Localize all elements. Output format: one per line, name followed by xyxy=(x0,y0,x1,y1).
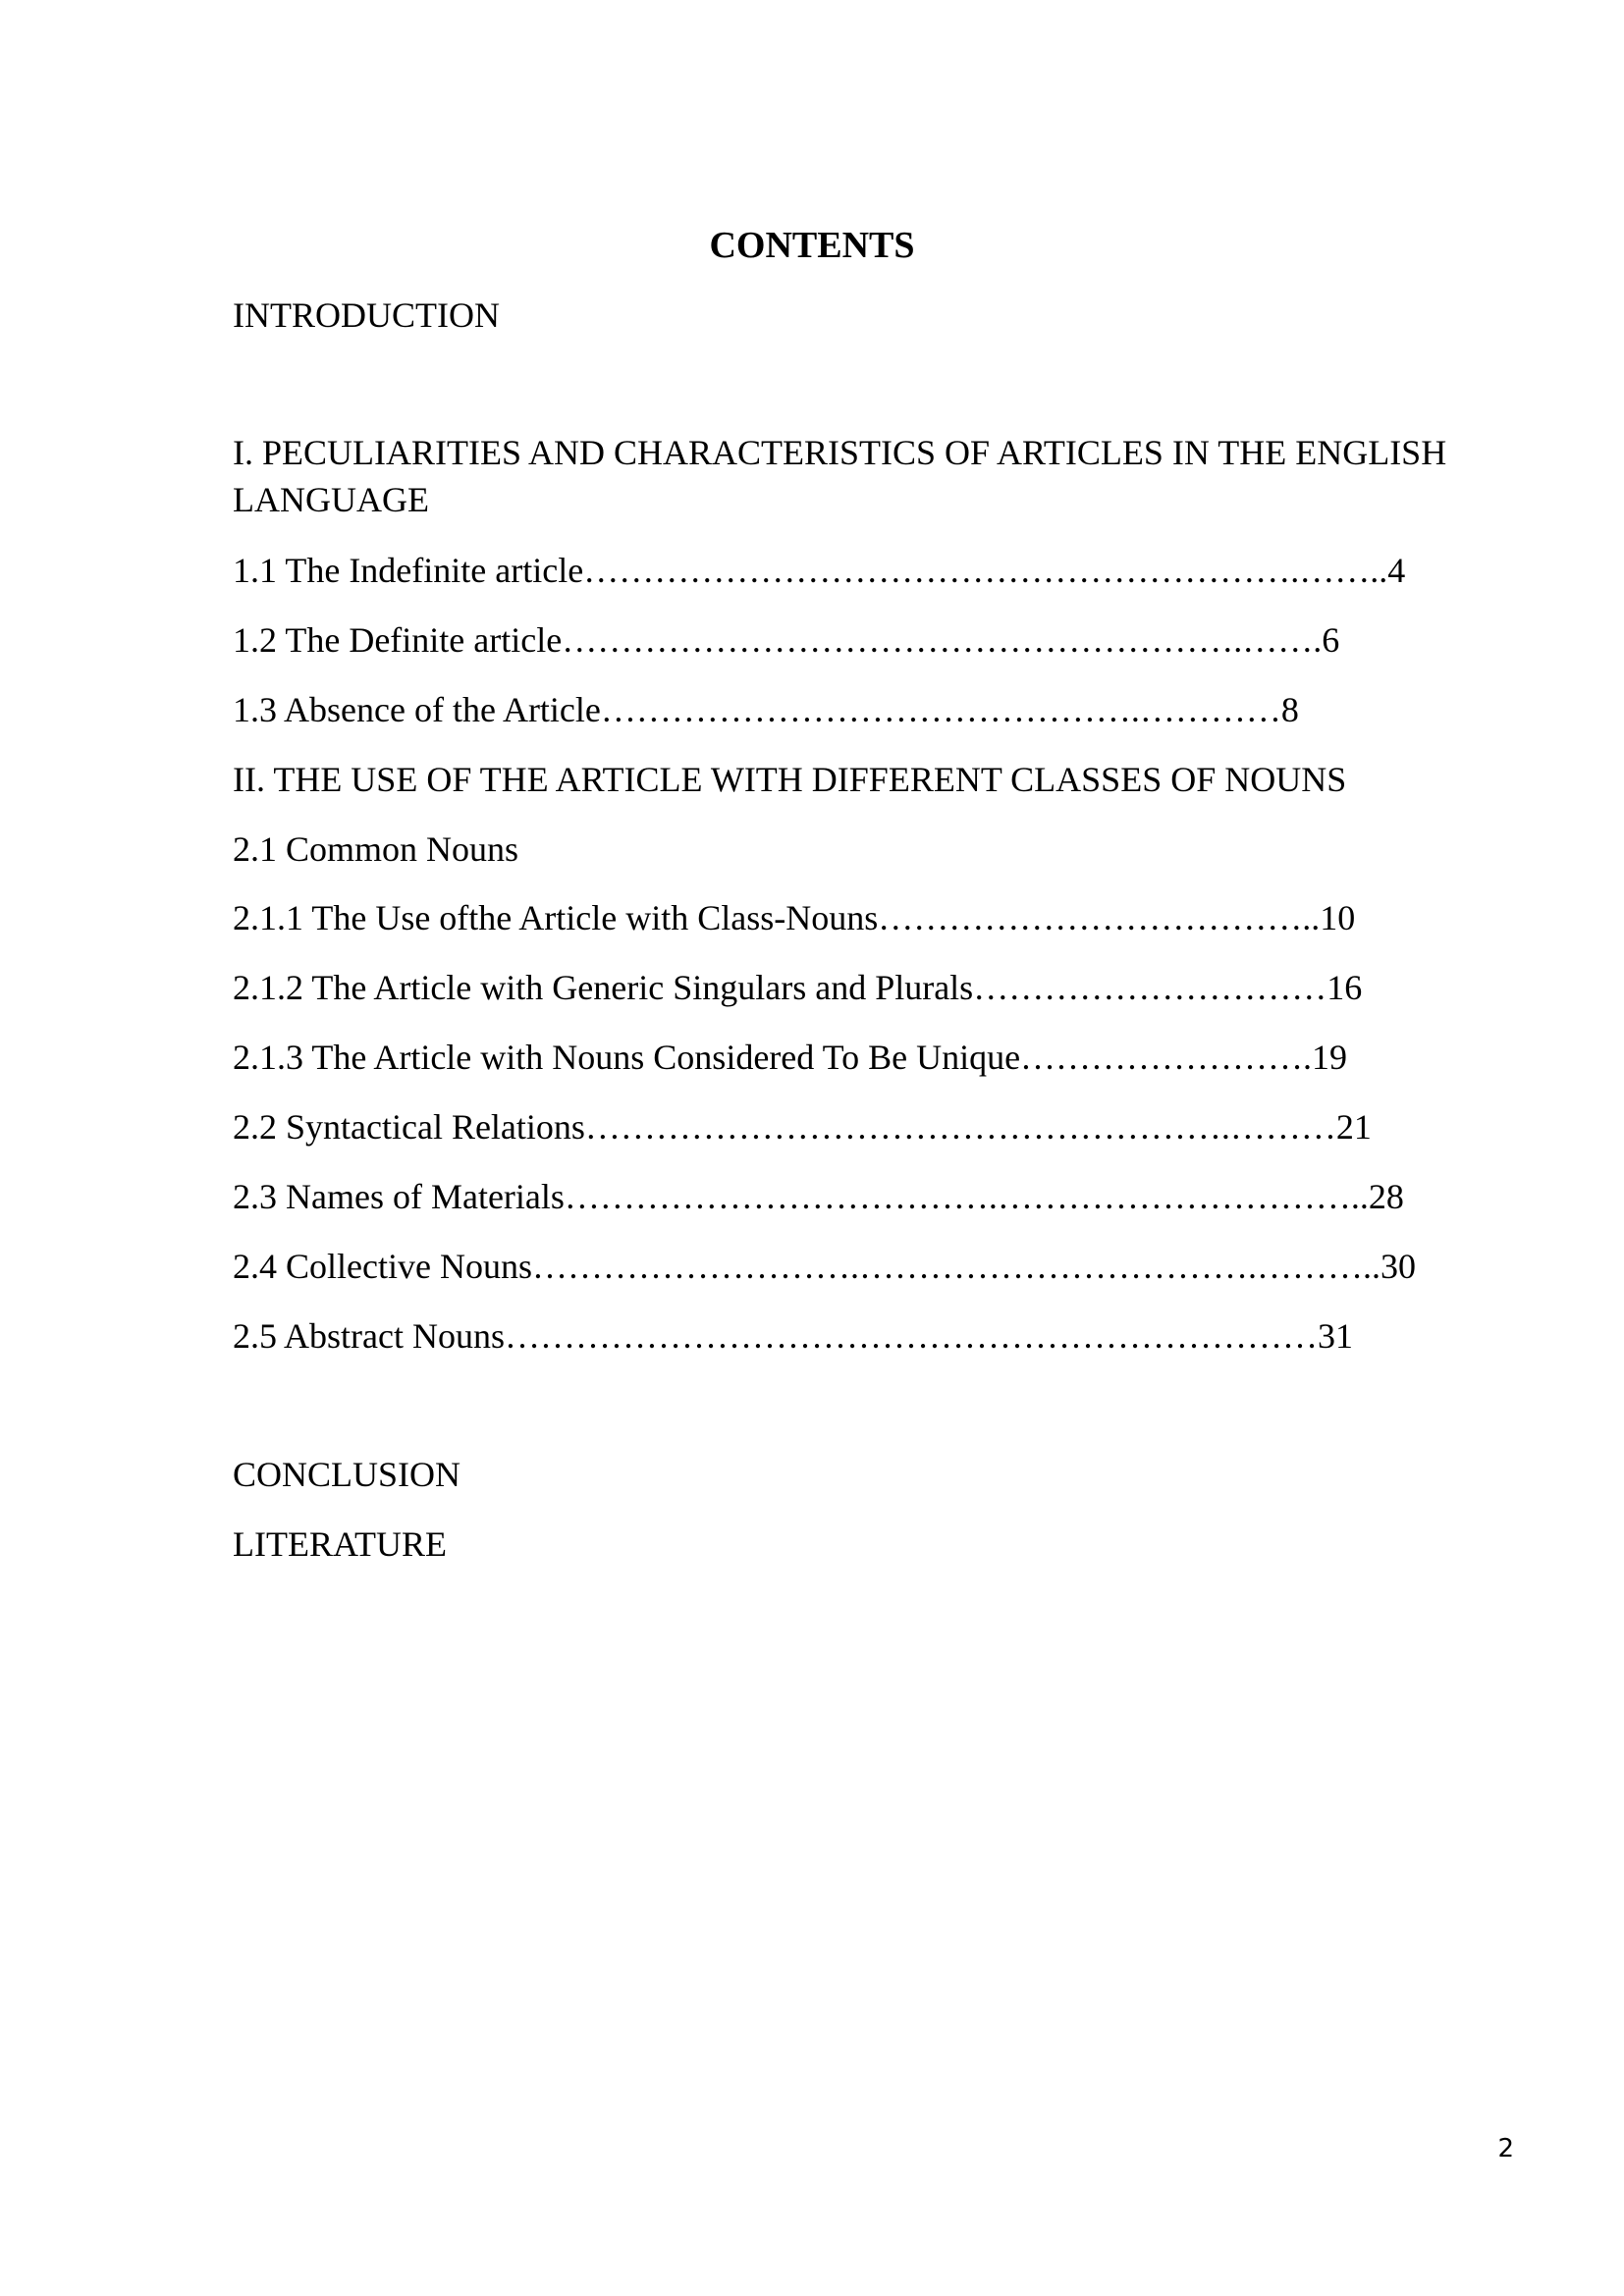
toc-entry-2-5: 2.5 Abstract Nouns……………………………………………………………31 xyxy=(233,1316,1353,1356)
toc-entry-1-1: 1.1 The Indefinite article…………………………………………………….……..4 xyxy=(233,551,1406,590)
page-title: CONTENTS xyxy=(709,225,915,266)
toc-chapter-2-heading: II. THE USE OF THE ARTICLE WITH DIFFERENT CLASSES OF NOUNS xyxy=(233,760,1347,799)
toc-entry-2-1-1: 2.1.1 The Use ofthe Article with Class-Nouns………………………………..10 xyxy=(233,898,1356,937)
toc-entry-2-1: 2.1 Common Nouns xyxy=(233,829,519,869)
toc-entry-conclusion: CONCLUSION xyxy=(233,1455,461,1494)
toc-entry-2-3: 2.3 Names of Materials……………………………….…………………………..28 xyxy=(233,1177,1404,1216)
toc-entry-1-2: 1.2 The Definite article………………………………………………….…….6 xyxy=(233,620,1340,660)
toc-entry-2-4: 2.4 Collective Nouns……………………….…………………………….………..30 xyxy=(233,1247,1416,1286)
toc-chapter-1-heading: I. PECULIARITIES AND CHARACTERISTICS OF ARTICLES IN THE ENGLISH LANGUAGE xyxy=(233,433,1447,519)
toc-entry-2-2: 2.2 Syntactical Relations……………………………………………….………21 xyxy=(233,1107,1372,1147)
toc-entry-2-1-2: 2.1.2 The Article with Generic Singulars and Plurals…………………………16 xyxy=(233,968,1363,1007)
toc-entry-2-1-3: 2.1.3 The Article with Nouns Considered To Be Unique…………………….19 xyxy=(233,1038,1348,1077)
toc-entry-literature: LITERATURE xyxy=(233,1524,447,1564)
toc-entry-introduction: INTRODUCTION xyxy=(233,295,500,335)
toc-entry-1-3: 1.3 Absence of the Article……………………………………….…………8 xyxy=(233,690,1299,729)
page-number: 2 xyxy=(1497,2134,1514,2163)
